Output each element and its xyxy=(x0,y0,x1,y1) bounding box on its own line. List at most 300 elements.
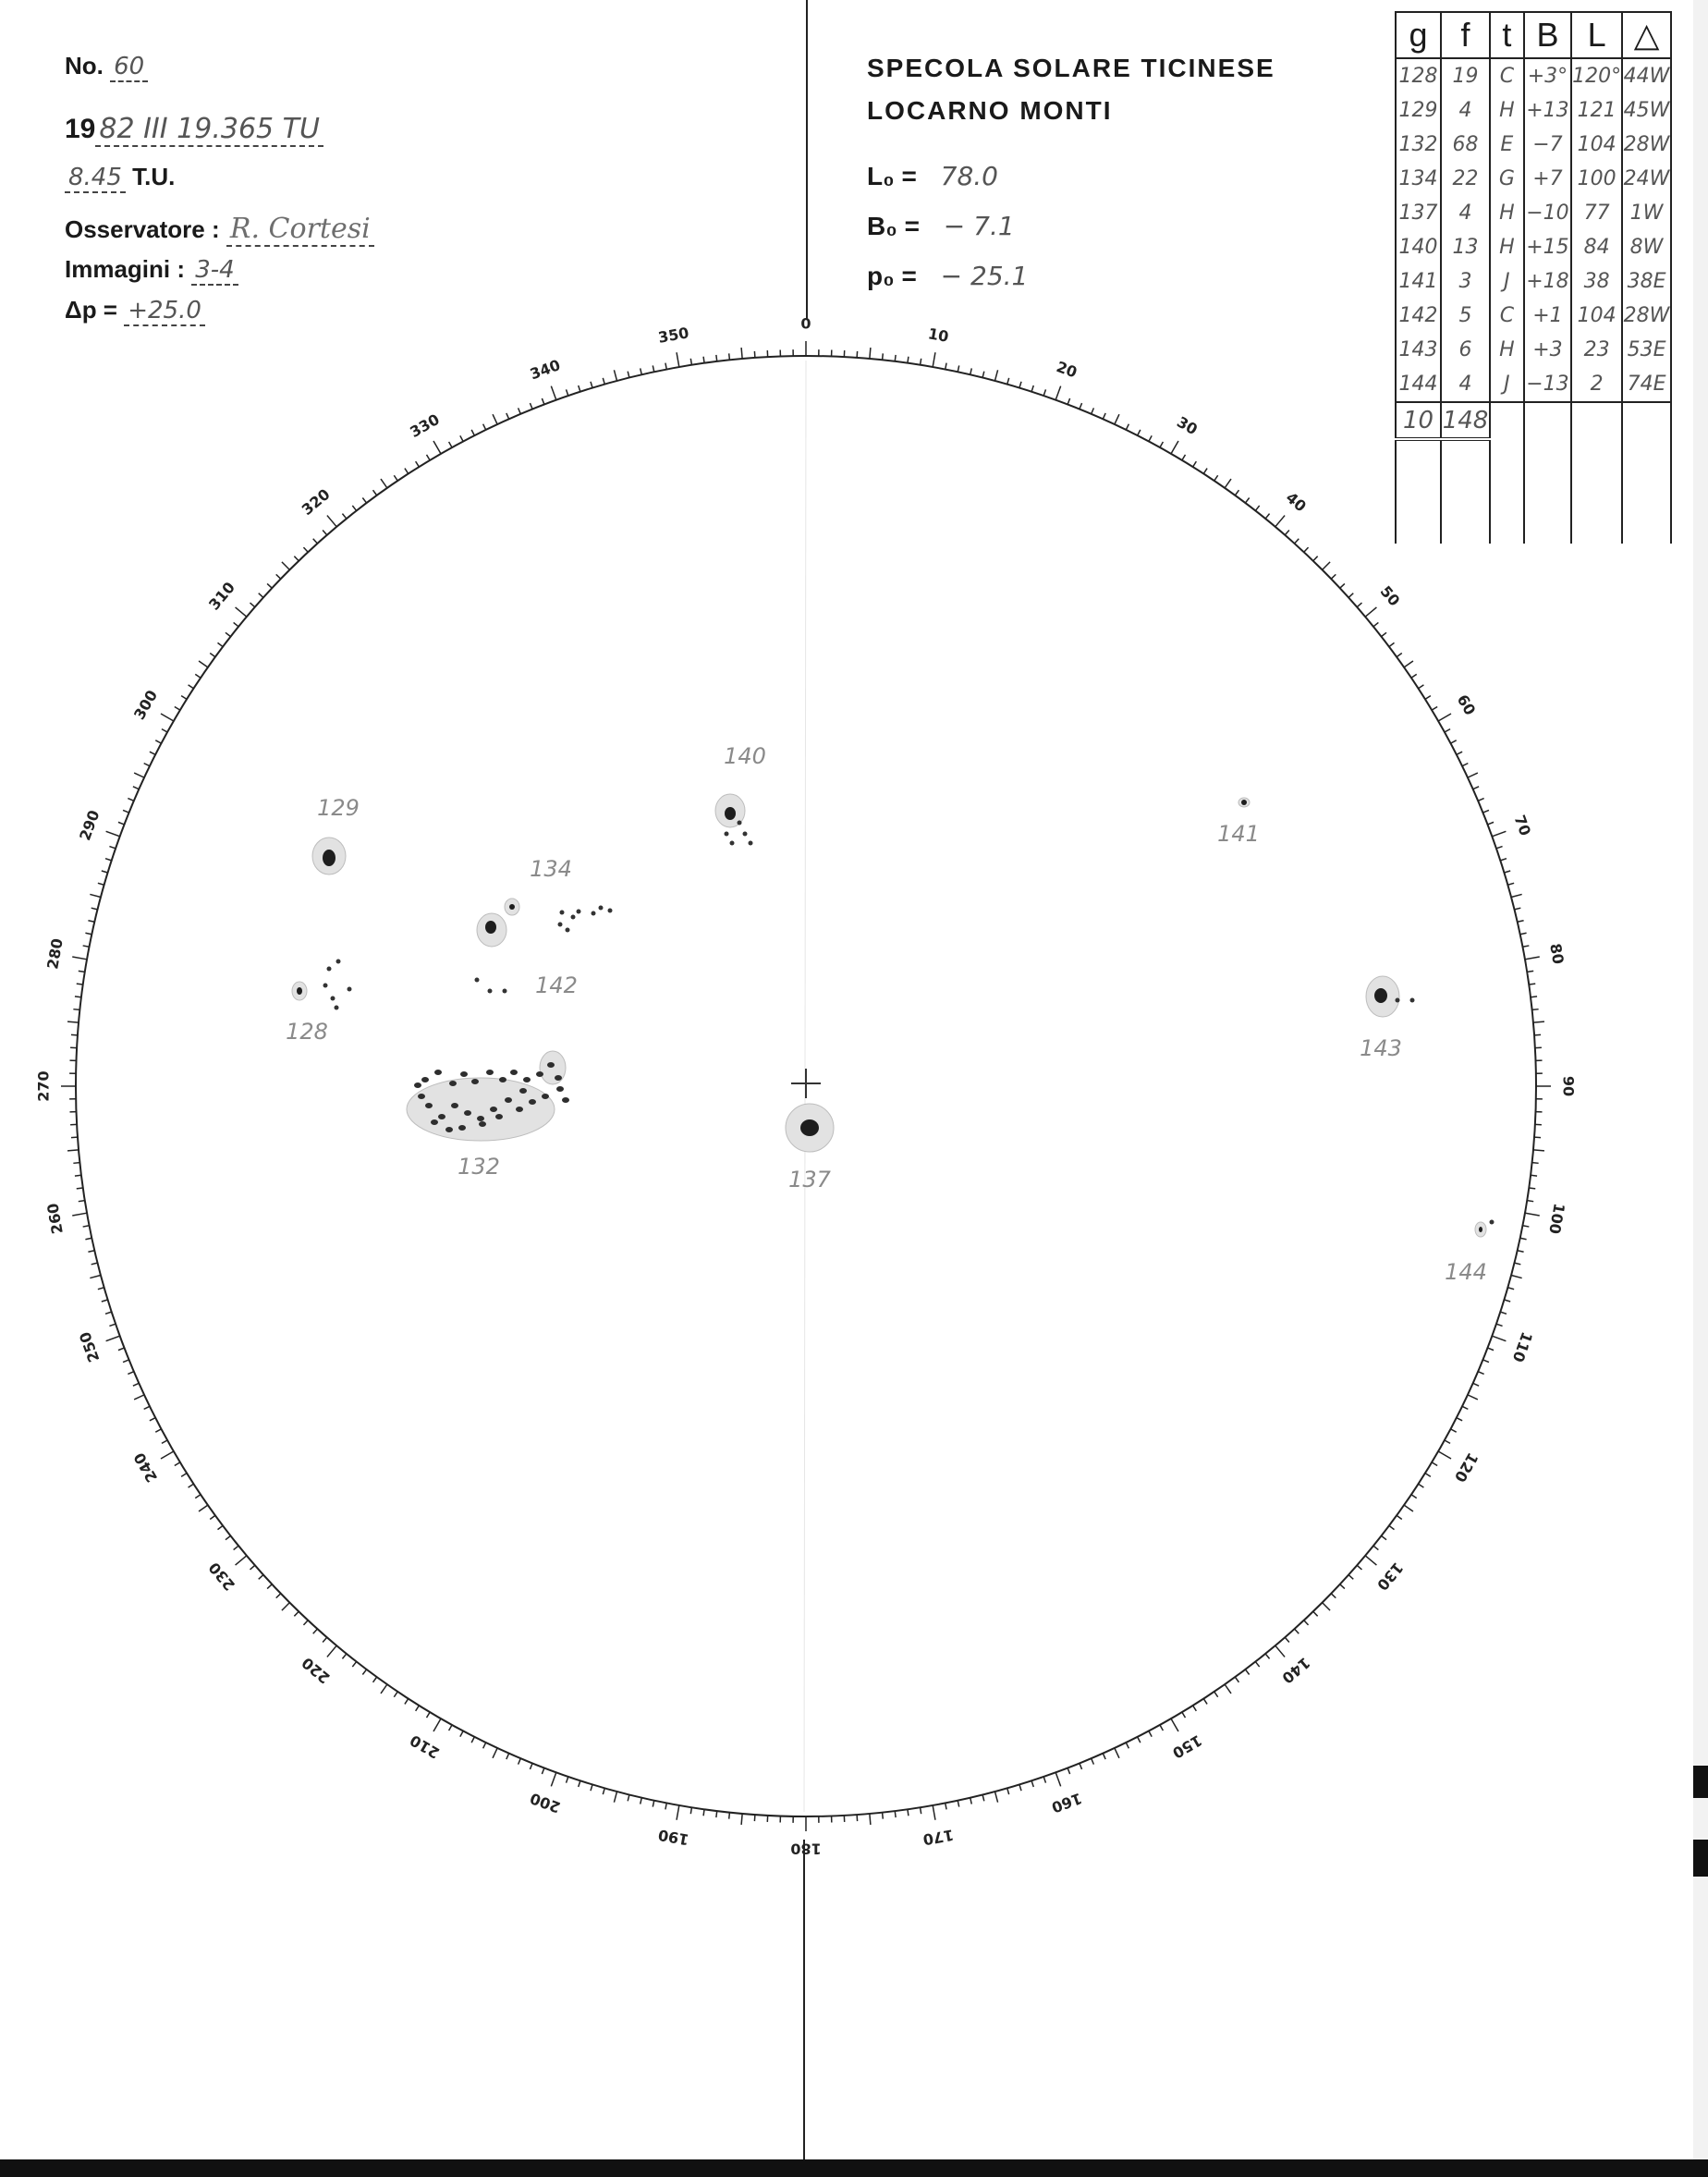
limb-tick xyxy=(1518,921,1524,923)
time-unit: T.U. xyxy=(132,163,176,190)
limb-tick xyxy=(1225,479,1231,488)
limb-tick xyxy=(1492,831,1506,836)
limb-tick xyxy=(883,1813,884,1819)
limb-tick xyxy=(1068,398,1070,405)
table-cell-L: 2 xyxy=(1571,367,1622,402)
table-cell-delta: 74E xyxy=(1622,367,1671,402)
limb-tick xyxy=(88,1251,94,1253)
limb-tick xyxy=(518,408,521,413)
limb-tick xyxy=(276,574,281,579)
sunspot-group-label-140: 140 xyxy=(724,743,766,769)
limb-tick xyxy=(282,562,289,569)
table-cell-B: +3° xyxy=(1524,58,1571,93)
umbra xyxy=(449,1081,457,1086)
limb-tick xyxy=(1007,1788,1009,1794)
limb-tick xyxy=(313,539,318,544)
limb-tick xyxy=(883,353,884,360)
limb-tick xyxy=(1126,424,1128,430)
limb-tick xyxy=(144,1406,150,1409)
table-cell-f: 19 xyxy=(1441,58,1490,93)
limb-tick xyxy=(77,1188,83,1189)
scan-edge-strip xyxy=(1693,0,1708,2177)
pore xyxy=(503,989,507,994)
limb-tick xyxy=(1203,1699,1207,1705)
limb-tick xyxy=(1149,435,1152,441)
limb-tick xyxy=(226,1535,231,1539)
limb-tick xyxy=(1193,461,1197,467)
umbra xyxy=(510,1070,518,1075)
table-cell-g: 137 xyxy=(1396,196,1441,230)
limb-tick xyxy=(460,435,463,441)
limb-tick xyxy=(1225,1684,1231,1694)
limb-tick xyxy=(1389,1525,1395,1529)
pore xyxy=(558,923,563,927)
pore xyxy=(577,910,581,914)
umbra xyxy=(471,1079,479,1084)
limb-tick xyxy=(123,1360,128,1363)
limb-tick xyxy=(1214,1692,1218,1697)
limb-tick xyxy=(1115,1748,1119,1758)
tick-label-200: 200 xyxy=(527,1789,563,1816)
limb-tick xyxy=(1373,1546,1378,1549)
limb-tick xyxy=(1115,414,1119,424)
limb-tick xyxy=(85,1238,92,1239)
scan-edge-mark-1 xyxy=(1693,1766,1708,1798)
tick-label-70: 70 xyxy=(1510,813,1534,838)
limb-tick xyxy=(106,831,120,836)
col-header-L: L xyxy=(1571,12,1622,58)
limb-tick xyxy=(161,1451,174,1459)
limb-tick xyxy=(1245,497,1249,503)
sunspot-group-label-137: 137 xyxy=(788,1167,831,1192)
umbra xyxy=(499,1077,506,1082)
umbra xyxy=(536,1071,543,1077)
limb-tick xyxy=(1504,871,1510,873)
limb-tick xyxy=(1348,1575,1353,1580)
limb-tick xyxy=(530,1763,532,1768)
limb-tick xyxy=(1382,1535,1387,1539)
table-cell-g: 129 xyxy=(1396,93,1441,128)
pore xyxy=(323,984,328,988)
table-cell-B: +3 xyxy=(1524,333,1571,367)
col-header-B: B xyxy=(1524,12,1571,58)
limb-tick xyxy=(155,740,161,743)
limb-tick xyxy=(1171,1718,1178,1731)
table-cell-f: 13 xyxy=(1441,230,1490,264)
umbra xyxy=(547,1062,555,1068)
table-cell-f: 6 xyxy=(1441,333,1490,367)
table-cell-B: +13 xyxy=(1524,93,1571,128)
umbra xyxy=(486,1070,494,1075)
limb-tick xyxy=(1235,1677,1238,1682)
limb-tick xyxy=(92,1263,98,1265)
limb-tick xyxy=(1304,547,1309,552)
limb-tick xyxy=(90,894,101,897)
limb-tick xyxy=(1527,971,1533,972)
limb-tick xyxy=(895,355,896,361)
table-cell-L: 104 xyxy=(1571,128,1622,162)
table-cell-t: J xyxy=(1490,264,1524,299)
limb-tick xyxy=(994,370,997,381)
param-p0-value: − 25.1 xyxy=(940,261,1029,291)
tick-label-150: 150 xyxy=(1169,1731,1205,1763)
limb-tick xyxy=(614,1792,616,1803)
limb-tick xyxy=(381,1684,387,1694)
sunspot-group-137 xyxy=(786,1104,834,1192)
pore xyxy=(608,909,613,913)
limb-tick xyxy=(1520,933,1527,934)
limb-tick xyxy=(1365,1556,1376,1565)
sunspot-groups xyxy=(286,743,1494,1285)
limb-tick xyxy=(870,348,871,359)
pore xyxy=(475,978,480,983)
limb-tick xyxy=(579,385,580,392)
limb-tick xyxy=(1500,1312,1507,1314)
table-cell-delta: 1W xyxy=(1622,196,1671,230)
limb-tick xyxy=(1533,1150,1544,1151)
tick-label-20: 20 xyxy=(1054,358,1080,382)
scan-bottom-edge xyxy=(0,2159,1708,2177)
pore xyxy=(725,832,729,837)
limb-tick xyxy=(1478,799,1483,801)
tick-label-220: 220 xyxy=(298,1653,334,1688)
limb-tick xyxy=(282,1603,289,1610)
table-cell-B: +15 xyxy=(1524,230,1571,264)
umbra xyxy=(485,921,496,934)
table-cell-f: 3 xyxy=(1441,264,1490,299)
umbra xyxy=(509,904,515,910)
limb-tick xyxy=(352,506,356,511)
tick-label-0: 0 xyxy=(800,314,811,333)
limb-tick xyxy=(327,516,336,527)
limb-tick xyxy=(1382,632,1387,636)
limb-tick xyxy=(1285,530,1289,534)
table-cell-B: −10 xyxy=(1524,196,1571,230)
limb-tick xyxy=(1304,1621,1309,1625)
limb-tick xyxy=(1138,430,1141,435)
limb-tick xyxy=(303,1621,308,1625)
limb-tick xyxy=(493,414,497,424)
limb-tick xyxy=(323,1637,327,1642)
sunspot-group-134 xyxy=(477,856,613,947)
table-cell-delta: 53E xyxy=(1622,333,1671,367)
limb-tick xyxy=(109,847,116,849)
images-label: Immagini : xyxy=(65,255,186,283)
sunspot-group-label-143: 143 xyxy=(1360,1035,1402,1061)
limb-tick xyxy=(1031,385,1033,392)
limb-tick xyxy=(1500,859,1507,861)
limb-tick xyxy=(195,1495,201,1498)
limb-tick xyxy=(133,1383,139,1386)
limb-tick xyxy=(1432,707,1437,711)
table-cell-f: 4 xyxy=(1441,196,1490,230)
col-header-delta: △ xyxy=(1622,12,1671,58)
limb-tick xyxy=(970,368,972,374)
limb-tick xyxy=(1529,1188,1535,1189)
limb-tick xyxy=(1492,1336,1506,1340)
limb-tick xyxy=(1404,661,1413,667)
limb-tick xyxy=(1080,403,1082,409)
table-cell-t: C xyxy=(1490,299,1524,333)
limb-tick xyxy=(1532,1163,1539,1164)
limb-tick xyxy=(267,583,272,588)
limb-tick xyxy=(210,654,215,657)
pore xyxy=(348,987,352,992)
umbra xyxy=(555,1075,562,1081)
table-cell-L: 120° xyxy=(1571,58,1622,93)
limb-tick xyxy=(79,971,85,972)
tick-label-100: 100 xyxy=(1545,1202,1568,1236)
limb-tick xyxy=(1438,714,1451,721)
pore xyxy=(738,821,742,826)
table-cell-delta: 28W xyxy=(1622,299,1671,333)
table-cell-L: 77 xyxy=(1571,196,1622,230)
tick-label-240: 240 xyxy=(129,1449,162,1486)
limb-tick xyxy=(933,352,935,367)
limb-tick xyxy=(591,1784,592,1791)
limb-tick xyxy=(175,1462,180,1466)
record-number-label: No. xyxy=(65,52,104,79)
table-cell-g: 144 xyxy=(1396,367,1441,402)
pore xyxy=(336,960,341,964)
limb-tick xyxy=(118,822,125,825)
umbra xyxy=(464,1110,471,1116)
limb-tick xyxy=(195,674,201,678)
limb-tick xyxy=(155,1429,161,1432)
limb-tick xyxy=(1265,514,1269,519)
table-cell-L: 121 xyxy=(1571,93,1622,128)
limb-tick xyxy=(483,1743,486,1748)
sunspot-group-142 xyxy=(475,972,578,998)
limb-tick xyxy=(1068,1768,1070,1775)
limb-tick xyxy=(342,514,346,519)
limb-tick xyxy=(579,1780,580,1787)
tick-label-290: 290 xyxy=(76,807,104,843)
limb-tick xyxy=(628,1795,629,1802)
pore xyxy=(592,911,596,916)
limb-tick xyxy=(1055,1772,1060,1786)
limb-tick xyxy=(342,1654,346,1658)
penumbra xyxy=(407,1078,555,1141)
table-cell-g: 142 xyxy=(1396,299,1441,333)
limb-tick xyxy=(567,389,568,396)
limb-tick xyxy=(373,1677,377,1682)
pore xyxy=(571,915,576,920)
limb-tick xyxy=(1182,455,1186,460)
table-cell-f: 4 xyxy=(1441,367,1490,402)
limb-tick xyxy=(181,1474,187,1477)
limb-tick xyxy=(1511,894,1522,897)
limb-tick xyxy=(73,1163,79,1164)
limb-tick xyxy=(1531,1175,1537,1176)
limb-tick xyxy=(405,1699,409,1705)
limb-tick xyxy=(970,1798,972,1804)
umbra xyxy=(297,987,302,995)
limb-tick xyxy=(250,603,254,607)
limb-tick xyxy=(1092,408,1094,413)
limb-tick xyxy=(703,1809,704,1816)
umbra xyxy=(542,1094,549,1099)
umbra xyxy=(516,1107,523,1112)
umbra xyxy=(1241,800,1247,805)
limb-tick xyxy=(677,1805,679,1820)
limb-tick xyxy=(236,607,247,617)
limb-tick xyxy=(1331,574,1336,579)
pore xyxy=(743,832,748,837)
limb-tick xyxy=(79,1201,85,1202)
tick-label-50: 50 xyxy=(1376,582,1404,610)
limb-tick xyxy=(199,661,208,667)
observer-value: R. Cortesi xyxy=(226,213,374,247)
limb-tick xyxy=(994,1792,997,1803)
limb-tick xyxy=(75,1175,81,1176)
table-cell-delta: 8W xyxy=(1622,230,1671,264)
umbra xyxy=(418,1094,425,1099)
limb-tick xyxy=(405,469,409,474)
table-cell-g: 143 xyxy=(1396,333,1441,367)
limb-tick xyxy=(313,1629,318,1633)
limb-tick xyxy=(1425,1474,1431,1477)
limb-tick xyxy=(460,1731,463,1737)
limb-tick xyxy=(640,1798,642,1804)
limb-tick xyxy=(394,475,397,481)
umbra xyxy=(1479,1227,1482,1232)
limb-tick xyxy=(1411,1495,1417,1498)
limb-tick xyxy=(133,787,139,789)
limb-tick xyxy=(1357,603,1361,607)
limb-tick xyxy=(85,933,92,934)
limb-tick xyxy=(1203,469,1207,474)
images-value: 3-4 xyxy=(191,256,238,286)
limb-tick xyxy=(449,442,452,447)
limb-tick xyxy=(250,1565,254,1570)
limb-tick xyxy=(259,593,263,598)
tick-label-130: 130 xyxy=(1372,1559,1408,1595)
tick-label-310: 310 xyxy=(204,578,239,614)
col-header-g: g xyxy=(1396,12,1441,58)
umbra xyxy=(438,1114,445,1119)
limb-tick xyxy=(614,370,616,381)
table-cell-B: +7 xyxy=(1524,162,1571,196)
tick-label-320: 320 xyxy=(298,484,334,520)
sunspot-group-label-141: 141 xyxy=(1217,821,1260,847)
limb-tick xyxy=(1160,1725,1163,1731)
pore xyxy=(335,1006,339,1010)
umbra xyxy=(458,1125,466,1131)
limb-tick xyxy=(77,984,83,985)
limb-tick xyxy=(530,403,532,409)
table-cell-g: 141 xyxy=(1396,264,1441,299)
limb-tick xyxy=(1245,1669,1249,1675)
limb-tick xyxy=(323,530,327,534)
limb-tick xyxy=(1457,1418,1462,1421)
limb-tick xyxy=(1331,1594,1336,1598)
limb-tick xyxy=(1235,490,1238,495)
tick-label-210: 210 xyxy=(407,1731,443,1763)
limb-tick xyxy=(294,556,299,561)
limb-tick xyxy=(603,378,604,385)
limb-tick xyxy=(1340,583,1345,588)
limb-tick xyxy=(1488,822,1494,825)
limb-tick xyxy=(394,1692,397,1697)
limb-tick xyxy=(1323,562,1330,569)
pore xyxy=(1490,1220,1494,1225)
limb-tick xyxy=(1419,1484,1424,1487)
limb-tick xyxy=(1438,1451,1451,1459)
limb-tick xyxy=(362,1669,366,1675)
total-groups: 10 xyxy=(1396,402,1441,439)
disk-center-cross xyxy=(791,1069,821,1098)
limb-tick xyxy=(870,1814,871,1825)
tick-label-40: 40 xyxy=(1282,488,1310,516)
pore xyxy=(599,906,604,911)
limb-tick xyxy=(1295,539,1299,544)
limb-tick xyxy=(98,1288,104,1290)
limb-tick xyxy=(567,1777,568,1783)
limb-tick xyxy=(1295,1629,1299,1633)
limb-tick xyxy=(1525,1213,1540,1216)
limb-tick xyxy=(1515,1263,1521,1265)
limb-tick xyxy=(1103,413,1105,419)
pore xyxy=(327,967,332,972)
limb-tick xyxy=(665,363,666,370)
limb-tick xyxy=(1445,1440,1450,1443)
table-cell-f: 4 xyxy=(1441,93,1490,128)
limb-tick xyxy=(1507,883,1514,885)
limb-tick xyxy=(1365,607,1376,617)
limb-tick xyxy=(181,696,187,700)
limb-tick xyxy=(933,1805,935,1820)
sunspot-group-144 xyxy=(1445,1220,1494,1286)
record-number-value: 60 xyxy=(110,53,148,82)
limb-tick xyxy=(1182,1712,1186,1718)
umbra xyxy=(421,1077,429,1082)
limb-tick xyxy=(690,359,691,365)
limb-tick xyxy=(1525,957,1540,960)
limb-tick xyxy=(189,685,194,689)
limb-tick xyxy=(118,1348,125,1351)
limb-tick xyxy=(416,461,420,467)
umbra xyxy=(505,1097,512,1103)
table-cell-delta: 28W xyxy=(1622,128,1671,162)
limb-tick xyxy=(189,1484,194,1487)
limb-tick xyxy=(1193,1706,1197,1711)
tick-label-170: 170 xyxy=(921,1826,956,1849)
table-cell-t: H xyxy=(1490,93,1524,128)
umbra xyxy=(425,1103,433,1108)
umbra xyxy=(490,1107,497,1112)
umbra xyxy=(323,850,336,866)
limb-tick xyxy=(144,764,150,766)
pore xyxy=(560,911,565,915)
limb-tick xyxy=(542,1768,544,1775)
param-p0-label: p₀ = xyxy=(867,262,917,290)
limb-tick xyxy=(433,441,441,454)
tick-label-180: 180 xyxy=(790,1840,822,1858)
table-cell-t: H xyxy=(1490,196,1524,230)
limb-tick xyxy=(1468,1395,1478,1400)
tick-label-340: 340 xyxy=(527,356,563,384)
limb-tick xyxy=(603,1788,604,1794)
table-cell-B: +18 xyxy=(1524,264,1571,299)
table-cell-g: 128 xyxy=(1396,58,1441,93)
table-cell-L: 104 xyxy=(1571,299,1622,333)
col-header-t: t xyxy=(1490,12,1524,58)
limb-tick xyxy=(1507,1288,1514,1290)
limb-tick xyxy=(1445,729,1450,732)
limb-tick xyxy=(1126,1743,1128,1748)
limb-tick xyxy=(1462,1406,1468,1409)
